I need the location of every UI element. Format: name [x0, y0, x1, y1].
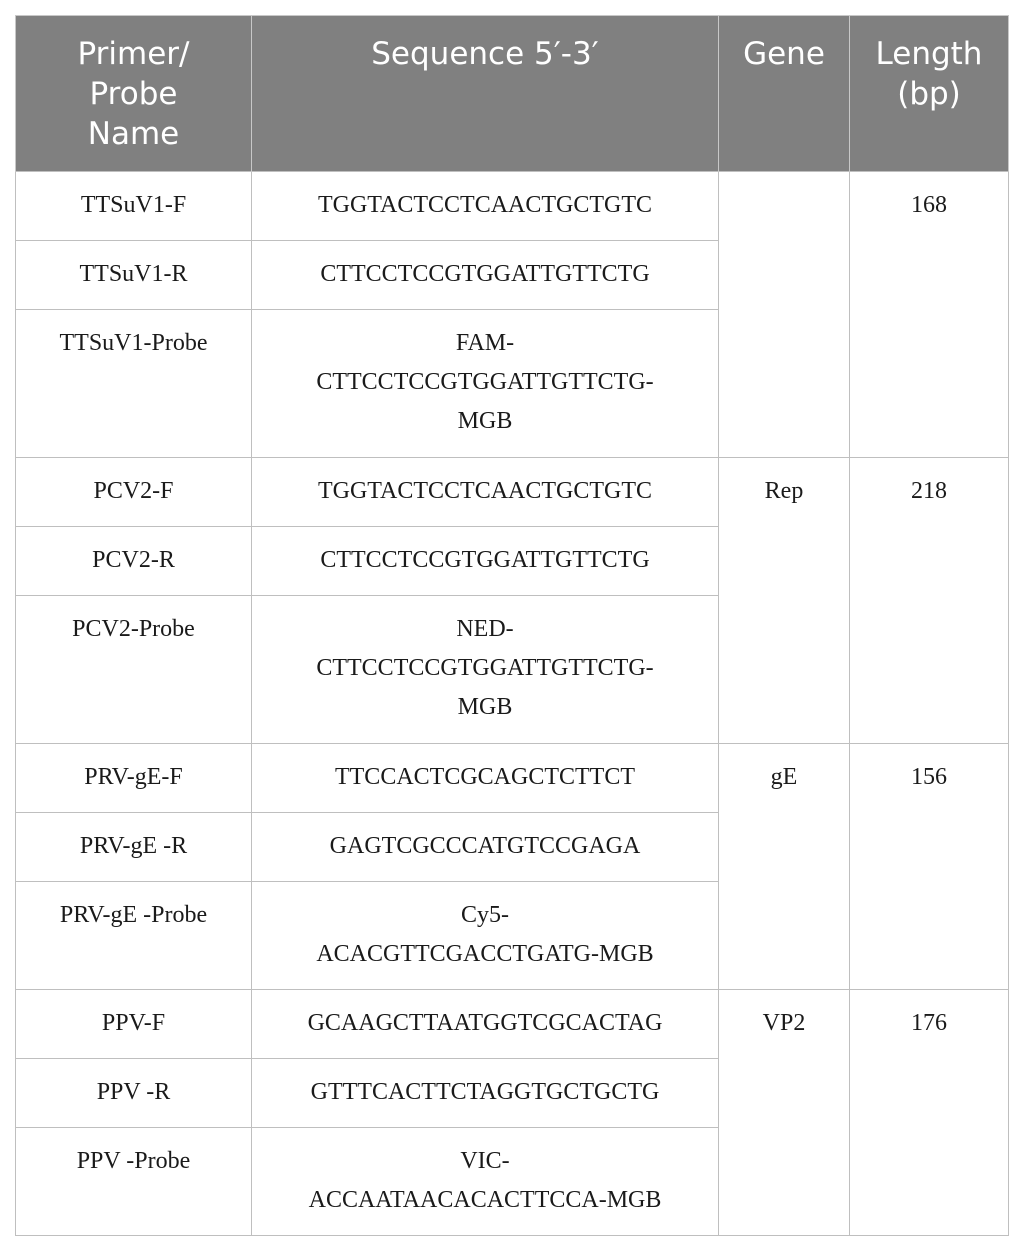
primer-sequence: NED- CTTCCTCCGTGGATTGTTCTG- MGB — [252, 596, 719, 744]
table-row — [16, 172, 1009, 241]
primer-name: PRV-gE -R — [16, 813, 252, 882]
header-sequence: Sequence 5′-3′ — [252, 16, 719, 172]
primer-name: PPV-F — [16, 990, 252, 1059]
header-length: Length (bp) — [850, 16, 1009, 172]
primer-probe-table — [15, 15, 1009, 1236]
length-cell: 218 — [850, 458, 1009, 744]
primer-name: PCV2-F — [16, 458, 252, 527]
primer-sequence: CTTCCTCCGTGGATTGTTCTG — [252, 241, 719, 310]
table-row — [16, 744, 1009, 813]
primer-sequence: CTTCCTCCGTGGATTGTTCTG — [252, 527, 719, 596]
gene-cell — [719, 172, 850, 458]
header-gene: Gene — [719, 16, 850, 172]
primer-sequence: GTTTCACTTCTAGGTGCTGCTG — [252, 1059, 719, 1128]
primer-name: TTSuV1-F — [16, 172, 252, 241]
primer-name: PPV -Probe — [16, 1128, 252, 1236]
length-cell: 168 — [850, 172, 1009, 458]
primer-sequence: TTCCACTCGCAGCTCTTCT — [252, 744, 719, 813]
gene-cell: gE — [719, 744, 850, 990]
primer-sequence: TGGTACTCCTCAACTGCTGTC — [252, 458, 719, 527]
header-name: Primer/ Probe Name — [16, 16, 252, 172]
primer-name: PCV2-Probe — [16, 596, 252, 744]
primer-name: PCV2-R — [16, 527, 252, 596]
table-header-row — [16, 16, 1009, 172]
primer-sequence: GAGTCGCCCATGTCCGAGA — [252, 813, 719, 882]
primer-sequence: TGGTACTCCTCAACTGCTGTC — [252, 172, 719, 241]
gene-cell: VP2 — [719, 990, 850, 1236]
primer-sequence: VIC- ACCAATAACACACTTCCA-MGB — [252, 1128, 719, 1236]
primer-sequence: FAM- CTTCCTCCGTGGATTGTTCTG- MGB — [252, 310, 719, 458]
primer-name: TTSuV1-R — [16, 241, 252, 310]
primer-name: PRV-gE-F — [16, 744, 252, 813]
primer-name: PRV-gE -Probe — [16, 882, 252, 990]
length-cell: 156 — [850, 744, 1009, 990]
primer-sequence: GCAAGCTTAATGGTCGCACTAG — [252, 990, 719, 1059]
primer-name: TTSuV1-Probe — [16, 310, 252, 458]
table-row — [16, 990, 1009, 1059]
gene-cell: Rep — [719, 458, 850, 744]
primer-name: PPV -R — [16, 1059, 252, 1128]
primer-sequence: Cy5- ACACGTTCGACCTGATG-MGB — [252, 882, 719, 990]
length-cell: 176 — [850, 990, 1009, 1236]
table-row — [16, 458, 1009, 527]
